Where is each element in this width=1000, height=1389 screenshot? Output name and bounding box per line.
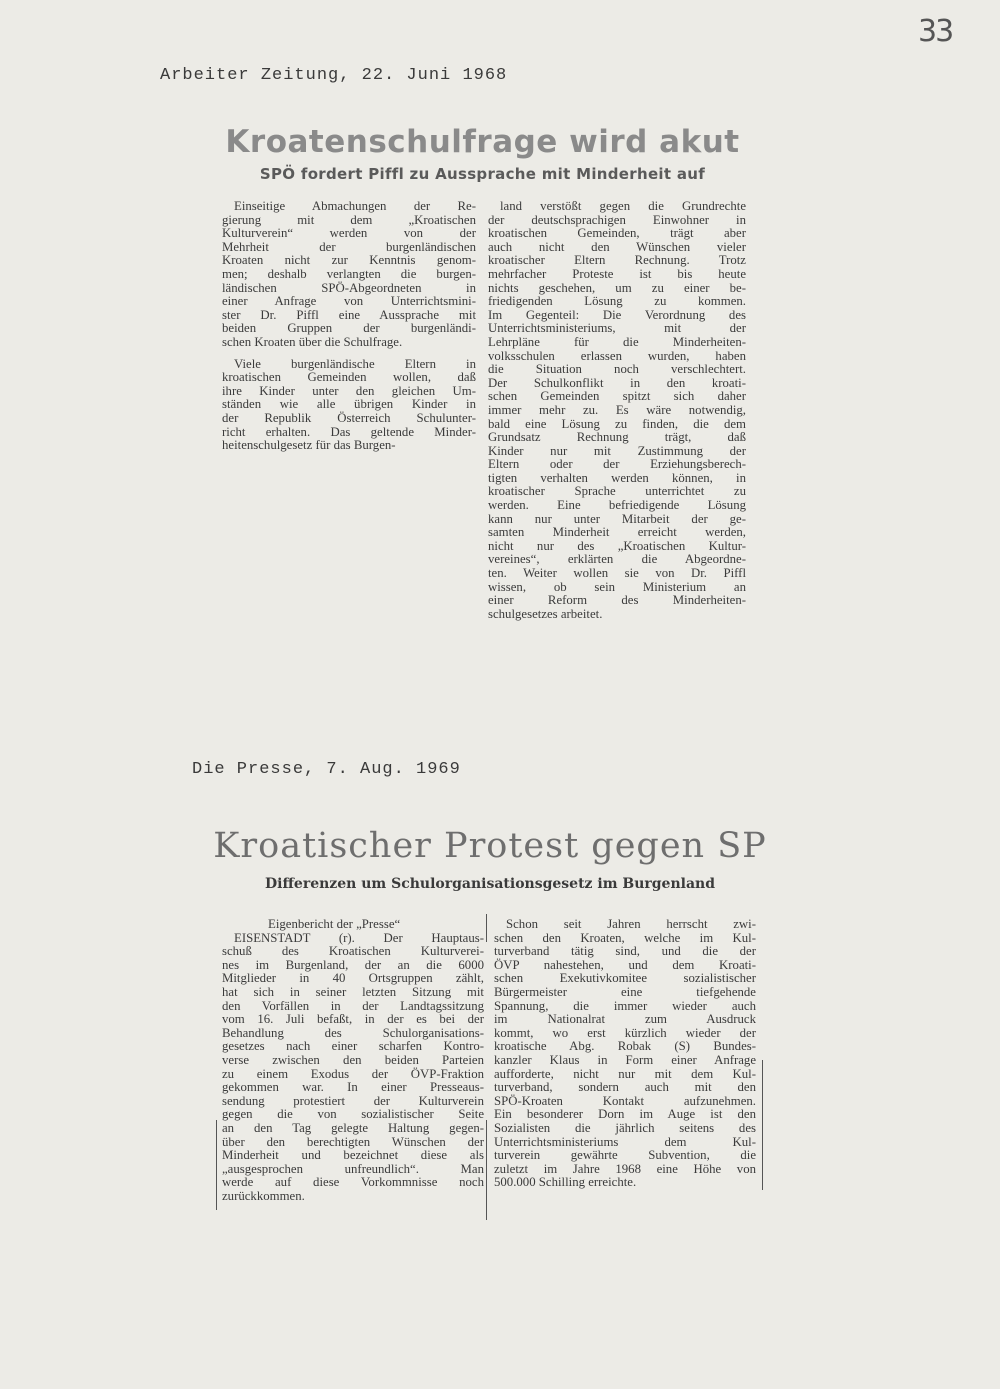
text-line: Eltern oder der Erziehungsberech- (488, 457, 746, 472)
text-line: ständen wie alle übrigen Kinder in (222, 397, 476, 412)
text-line: der Republik Österreich Schulunter- (222, 410, 476, 425)
text-line: mehrfacher Proteste ist bis heute (488, 266, 746, 281)
text-line: Kroaten nicht zur Kenntnis genom- (222, 253, 476, 268)
text-line: samten Minderheit erreicht werden, (488, 525, 746, 540)
text-line: heitenschulgesetz für das Burgen- (222, 438, 396, 453)
text-line: an den Tag gelegte Haltung gegen- (222, 1120, 484, 1135)
text-line: Viele burgenländische Eltern in (234, 356, 476, 371)
text-line: im Nationalrat zum Ausdruck (494, 1012, 756, 1027)
page-number: 33 (918, 14, 953, 49)
text-line: Lehrpläne für die Minderheiten- (488, 334, 746, 349)
text-line: volksschulen erlassen wurden, haben (488, 348, 746, 363)
text-line: Mitglieder in 40 Ortsgruppen zählt, (222, 971, 484, 986)
text-line: schen Gemeinden spitzt sich daher (488, 389, 746, 404)
text-line: schen Exekutivkomitee sozialistischer (494, 971, 756, 986)
text-line: zuletzt im Jahre 1968 eine Höhe von (494, 1161, 756, 1176)
text-line: Der Schulkonflikt in den kroati- (488, 375, 746, 390)
text-line: kroatischer Sprache unterrichtet zu (488, 484, 746, 499)
text-line: Spannung, die immer wieder auch (494, 998, 756, 1013)
article1-source: Arbeiter Zeitung, 22. Juni 1968 (160, 66, 508, 85)
text-line: die Situation noch verschlechtert. (488, 362, 746, 377)
text-line: men; deshalb verlangten die burgen- (222, 266, 476, 281)
text-line: zurückkommen. (222, 1188, 305, 1203)
text-line: verse zwischen den beiden Parteien (222, 1052, 484, 1067)
text-line: einer Anfrage von Unterrichtsmini- (222, 294, 476, 309)
text-line: über den berechtigten Wünschen der (222, 1134, 484, 1149)
text-line: richt erhalten. Das geltende Minder- (222, 424, 476, 439)
text-line: gierung mit dem „Kroatischen (222, 212, 476, 227)
text-line: vom 16. Juli befaßt, in der es bei der (222, 1012, 484, 1027)
text-line: nicht nur des „Kroatischen Kultur- (488, 538, 746, 553)
text-line: hat sich in seiner letzten Sitzung mit (222, 984, 484, 999)
text-line: Unterrichtsministeriums dem Kul- (494, 1134, 756, 1149)
text-line: beiden Gruppen der burgenländi- (222, 321, 476, 336)
article2-column-1 (222, 918, 484, 1203)
margin-rule-right (762, 1060, 763, 1190)
text-line: Ein besonderer Dorn im Auge ist den (494, 1107, 756, 1122)
article2-subheadline: Differenzen um Schulorganisationsgesetz im Burgenland (264, 876, 716, 892)
text-line: turverband tätig sind, und die der (494, 944, 756, 959)
text-line: vereines“, erklärten die Abgeordne- (488, 552, 746, 567)
text-line: nichts geschehen, um zu einer be- (488, 280, 746, 295)
text-line: Kulturverein“ werden von der (222, 226, 476, 241)
text-line: turverein gewährte Subvention, die (494, 1148, 756, 1163)
text-line: land verstößt gegen die Grundrechte (500, 199, 746, 213)
text-line: kroatischen Gemeinden, trägt aber (488, 226, 746, 241)
text-line: schen Kroaten über die Schulfrage. (222, 334, 403, 349)
text-line: ÖVP nahestehen, und dem Kroati- (494, 957, 756, 972)
text-line: SPÖ-Kroaten Kontakt aufzunehmen. (494, 1093, 756, 1108)
text-line: schuß des Kroatischen Kulturverei- (222, 944, 484, 959)
text-line: Behandlung des Schulorganisations- (222, 1025, 484, 1040)
text-line: den Vorfällen in der Landtagssitzung (222, 998, 484, 1013)
text-line: Im Gegenteil: Die Verordnung des (488, 307, 746, 322)
text-line: zu einem Exodus der ÖVP-Fraktion (222, 1066, 484, 1081)
text-line: werden. Eine befriedigende Lösung (488, 498, 746, 513)
text-line: Unterrichtsministeriums, mit der (488, 321, 746, 336)
text-line: Bürgermeister eine tiefgehende (494, 984, 756, 999)
text-line: Einseitige Abmachungen der Re- (234, 199, 476, 213)
text-line: ihre Kinder unter den gleichen Um- (222, 383, 476, 398)
column-rule-top (486, 914, 487, 942)
text-line: ten. Weiter wollen sie von Dr. Piffl (488, 566, 746, 581)
text-line: der deutschsprachigen Einwohner in (488, 212, 746, 227)
text-line: Kinder nur mit Zustimmung der (488, 443, 746, 458)
text-line: sendung protestiert der Kulturverein (222, 1093, 484, 1108)
text-line: gegen die von sozialistischer Seite (222, 1107, 484, 1122)
text-line: gesetzes nach einer scharfen Kontro- (222, 1039, 484, 1054)
text-line: EISENSTADT (r). Der Hauptaus- (234, 930, 484, 945)
text-line: Minderheit und bezeichnet diese als (222, 1148, 484, 1163)
text-line: kanzler Klaus in Form einer Anfrage (494, 1052, 756, 1067)
article2-source: Die Presse, 7. Aug. 1969 (192, 760, 461, 779)
text-line: tigten verhalten werden können, in (488, 470, 746, 485)
article1-column-2 (488, 200, 746, 621)
text-line: auch nicht den Wünschen vieler (488, 239, 746, 254)
text-line: wissen, ob sein Ministerium an (488, 579, 746, 594)
text-line: kann nur unter Mitarbeit der ge- (488, 511, 746, 526)
article2-byline: Eigenbericht der „Presse“ (268, 917, 401, 931)
text-line: gekommen war. In einer Presseaus- (222, 1080, 484, 1095)
text-line: bald eine Lösung zu finden, die dem (488, 416, 746, 431)
text-line: schulgesetzes arbeitet. (488, 606, 603, 621)
text-line: ster Dr. Piffl eine Aussprache mit (222, 307, 476, 322)
text-line: aufforderte, nicht nur mit dem Kul- (494, 1066, 756, 1081)
article1-column-1 (222, 200, 476, 453)
text-line: immer mehr zu. Es wäre notwendig, (488, 402, 746, 417)
text-line: turverband, sondern auch mit den (494, 1080, 756, 1095)
text-line: Sozialisten die jährlich seitens des (494, 1120, 756, 1135)
text-line: kroatische Abg. Robak (S) Bundes- (494, 1039, 756, 1054)
text-line: Schon seit Jahren herrscht zwi- (506, 917, 756, 931)
text-line: „ausgesprochen unfreundlich“. Man (222, 1161, 484, 1176)
text-line: kroatischen Gemeinden wollen, daß (222, 370, 476, 385)
text-line: kommt, wo erst kürzlich wieder der (494, 1025, 756, 1040)
column-rule-bottom (486, 1120, 487, 1220)
text-line: ländischen SPÖ-Abgeordneten in (222, 280, 476, 295)
article1-headline: Kroatenschulfrage wird akut (225, 124, 740, 160)
text-line: Mehrheit der burgenländischen (222, 239, 476, 254)
text-line: 500.000 Schilling erreichte. (494, 1175, 637, 1190)
text-line: friedigenden Lösung zu kommen. (488, 294, 746, 309)
article2-headline: Kroatischer Protest gegen SP (213, 826, 767, 866)
article2-column-2 (494, 918, 756, 1190)
margin-rule-left (216, 1120, 217, 1210)
text-line: schen den Kroaten, welche im Kul- (494, 930, 756, 945)
text-line: werde auf diese Vorkommnisse noch (222, 1175, 484, 1190)
text-line: Grundsatz Rechnung trägt, daß (488, 430, 746, 445)
text-line: nes im Burgenland, der an die 6000 (222, 957, 484, 972)
article1-subheadline: SPÖ fordert Piffl zu Aussprache mit Minderheit auf (259, 165, 706, 183)
text-line: kroatischer Eltern Rechnung. Trotz (488, 253, 746, 268)
text-line: einer Reform des Minderheiten- (488, 593, 746, 608)
